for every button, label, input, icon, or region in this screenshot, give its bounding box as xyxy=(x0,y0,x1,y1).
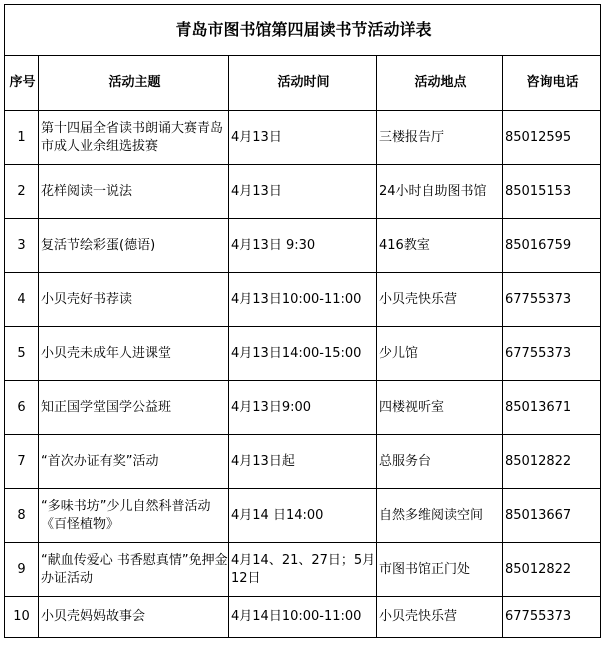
cell-no: 4 xyxy=(5,273,39,327)
cell-place: 416教室 xyxy=(377,219,503,273)
cell-place: 少儿馆 xyxy=(377,327,503,381)
cell-time: 4月13日10:00-11:00 xyxy=(229,273,377,327)
cell-no: 2 xyxy=(5,165,39,219)
cell-theme: 小贝壳未成年人进课堂 xyxy=(39,327,229,381)
cell-theme: 花样阅读一说法 xyxy=(39,165,229,219)
cell-theme: “多味书坊”少儿自然科普活动《百怪植物》 xyxy=(39,489,229,543)
cell-place: 小贝壳快乐营 xyxy=(377,597,503,638)
cell-phone: 67755373 xyxy=(503,597,601,638)
cell-phone: 85012822 xyxy=(503,543,601,597)
cell-no: 7 xyxy=(5,435,39,489)
cell-theme: 复活节绘彩蛋(德语) xyxy=(39,219,229,273)
table-title: 青岛市图书馆第四届读书节活动详表 xyxy=(5,5,601,56)
cell-phone: 85013667 xyxy=(503,489,601,543)
cell-place: 总服务台 xyxy=(377,435,503,489)
cell-time: 4月14日10:00-11:00 xyxy=(229,597,377,638)
cell-no: 1 xyxy=(5,111,39,165)
cell-phone: 67755373 xyxy=(503,273,601,327)
cell-no: 8 xyxy=(5,489,39,543)
header-theme: 活动主题 xyxy=(39,56,229,111)
cell-phone: 67755373 xyxy=(503,327,601,381)
header-time: 活动时间 xyxy=(229,56,377,111)
table-row xyxy=(5,381,601,435)
header-no: 序号 xyxy=(5,56,39,111)
cell-no: 9 xyxy=(5,543,39,597)
table-row xyxy=(5,489,601,543)
cell-time: 4月14 日14:00 xyxy=(229,489,377,543)
cell-place: 24小时自助图书馆 xyxy=(377,165,503,219)
cell-phone: 85016759 xyxy=(503,219,601,273)
cell-no: 5 xyxy=(5,327,39,381)
cell-place: 四楼视听室 xyxy=(377,381,503,435)
cell-theme: 第十四届全省读书朗诵大赛青岛市成人业余组选拔赛 xyxy=(39,111,229,165)
cell-theme: 小贝壳妈妈故事会 xyxy=(39,597,229,638)
cell-time: 4月13日14:00-15:00 xyxy=(229,327,377,381)
header-phone: 咨询电话 xyxy=(503,56,601,111)
cell-time: 4月14、21、27日；5月12日 xyxy=(229,543,377,597)
table-row xyxy=(5,435,601,489)
cell-no: 3 xyxy=(5,219,39,273)
table-row xyxy=(5,111,601,165)
cell-theme: 知正国学堂国学公益班 xyxy=(39,381,229,435)
cell-phone: 85013671 xyxy=(503,381,601,435)
table-row xyxy=(5,273,601,327)
header-row xyxy=(5,56,601,111)
cell-phone: 85012595 xyxy=(503,111,601,165)
cell-time: 4月13日 xyxy=(229,111,377,165)
cell-time: 4月13日起 xyxy=(229,435,377,489)
table-row xyxy=(5,543,601,597)
cell-no: 10 xyxy=(5,597,39,638)
cell-place: 三楼报告厅 xyxy=(377,111,503,165)
table-row xyxy=(5,597,601,638)
cell-no: 6 xyxy=(5,381,39,435)
table-row xyxy=(5,327,601,381)
cell-phone: 85015153 xyxy=(503,165,601,219)
cell-place: 自然多维阅读空间 xyxy=(377,489,503,543)
cell-theme: “献血传爱心 书香慰真情”免押金办证活动 xyxy=(39,543,229,597)
cell-place: 小贝壳快乐营 xyxy=(377,273,503,327)
cell-time: 4月13日9:00 xyxy=(229,381,377,435)
table-row xyxy=(5,165,601,219)
cell-place: 市图书馆正门处 xyxy=(377,543,503,597)
cell-theme: “首次办证有奖”活动 xyxy=(39,435,229,489)
header-place: 活动地点 xyxy=(377,56,503,111)
activity-table xyxy=(4,4,601,638)
cell-theme: 小贝壳好书荐读 xyxy=(39,273,229,327)
cell-time: 4月13日 xyxy=(229,165,377,219)
table-row xyxy=(5,219,601,273)
cell-phone: 85012822 xyxy=(503,435,601,489)
cell-time: 4月13日 9:30 xyxy=(229,219,377,273)
